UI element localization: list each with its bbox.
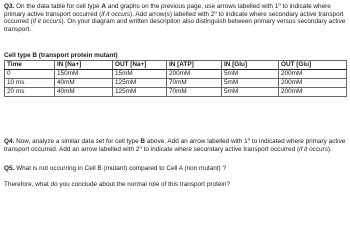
table-cell: 5mM	[222, 88, 279, 97]
question-4-text: to indicate where secondary active transport occurred (	[141, 145, 300, 153]
if-it-occurs-italic: if it occurs	[32, 18, 62, 26]
header-out-glu: OUT [Glu]	[279, 61, 347, 70]
question-5-text: What is not occurring in Cell B (mutant) compared to Cell A (non mutant) ?	[14, 165, 227, 172]
header-time: Time	[5, 61, 55, 70]
question-3-text: to indicate where secondary active transport occurred (	[4, 10, 344, 26]
question-5-followup: Therefore, what do you conclude about the normal role of this transport protein?	[4, 181, 230, 188]
table-cell: 200mM	[167, 70, 222, 79]
table-cell: 0	[5, 70, 55, 79]
question-3	[4, 3, 347, 33]
table-cell: 40mM	[55, 79, 113, 88]
cell-type-a-label: A	[101, 3, 106, 10]
question-4	[4, 138, 347, 153]
table-cell: 200mM	[279, 88, 347, 97]
degree-mark: o	[139, 144, 142, 150]
table-header-row	[5, 61, 347, 70]
degree-mark: o	[247, 136, 251, 142]
table-cell: 125mM	[113, 88, 167, 97]
table-cell: 200mM	[279, 79, 347, 88]
table-cell: 150mM	[55, 70, 113, 79]
header-in-atp: IN [ATP]	[167, 61, 222, 70]
question-3-text: and graphs on the previous page, use arrows labelled with 1	[105, 3, 279, 10]
table-row	[5, 79, 347, 88]
question-3-number: Q3.	[4, 3, 15, 10]
degree-mark: o	[214, 9, 217, 15]
question-4-text: Now, analyze a similar data set for cell type	[14, 138, 141, 145]
if-it-occurs-italic: if it occurs	[101, 10, 131, 18]
table-cell: 70mM	[167, 88, 222, 97]
cell-type-b-label: B	[140, 138, 146, 145]
question-3-text: ). Add arrow(s) labelled with 2	[130, 10, 215, 18]
question-3-text: ). On your diagram and written description also distinguish between primary versus secondary active transport.	[4, 18, 346, 33]
table-cell: 10 ms	[5, 79, 55, 88]
table-cell: 40mM	[55, 88, 113, 97]
question-5-number: Q5.	[4, 165, 15, 172]
table-caption: Cell type B (transport protein mutant)	[4, 52, 118, 59]
question-4-number: Q4.	[4, 138, 15, 145]
table-cell: 70mM	[167, 79, 222, 88]
table-cell: 200mM	[279, 70, 347, 79]
if-it-occurs-italic: if it occurs	[299, 145, 328, 153]
table-cell: 15mM	[113, 70, 167, 79]
header-in-na: IN [Na+]	[55, 61, 113, 70]
table-cell: 5mM	[222, 79, 279, 88]
header-out-na: OUT [Na+]	[113, 61, 167, 70]
question-3-text: to indicate where primary active transport occurred (	[4, 3, 331, 18]
degree-mark: o	[278, 1, 281, 7]
question-4-text: to indicated where primary active transport occurred. Add an arrow labelled with 2	[4, 138, 346, 153]
table-row	[5, 70, 347, 79]
question-4-text: ).	[327, 145, 332, 153]
question-4-text: above. Add an arrow labelled with 1	[145, 138, 248, 145]
table-cell: 20 ms	[5, 88, 55, 97]
question-5	[4, 165, 347, 173]
table-row	[5, 88, 347, 97]
table-cell: 125mM	[113, 79, 167, 88]
cell-b-data-table	[4, 60, 347, 97]
question-3-text: On the data table for cell type	[14, 3, 102, 10]
header-in-glu: IN [Glu]	[222, 61, 279, 70]
table-cell: 5mM	[222, 70, 279, 79]
